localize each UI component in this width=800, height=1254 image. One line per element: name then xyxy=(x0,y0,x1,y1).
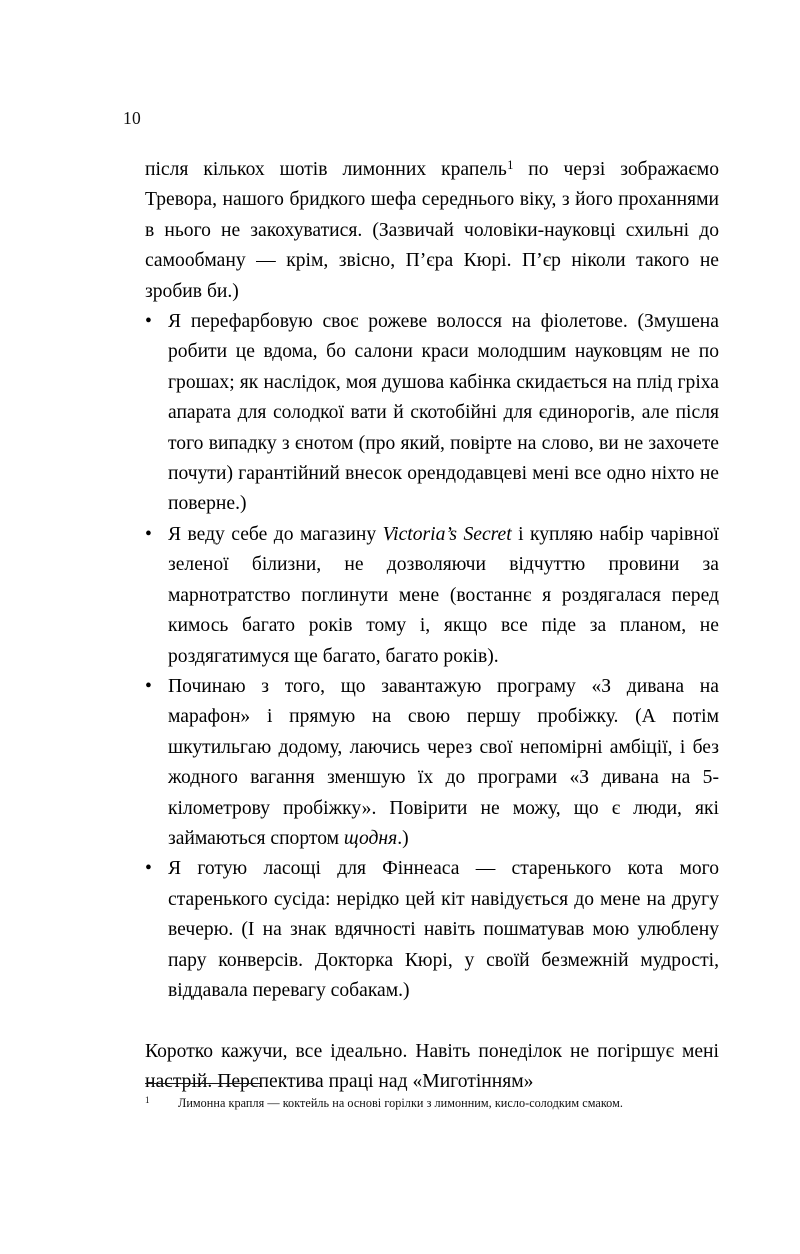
continued-paragraph-text-before-footnote: після кількох шотів лимонних крапель xyxy=(145,159,507,180)
body-text-column xyxy=(145,155,719,1098)
list-item-text: Починаю з того, що завантажую програму «З дивана на марафон» і прямую на свою першу пробіжку. (А потім шкутильгаю додому, лаючись через свої непомірні амбіції, і без жодного вагання зменшую їх до програми «З дивана на 5-кілометрову пробіжку». Повірити не можу, що є люди, які займаються спортом xyxy=(168,675,719,849)
list-item-text-tail: .) xyxy=(397,827,409,849)
closing-paragraph: Коротко кажучи, все ідеально. Навіть понеділок не погіршує мені настрій. Перспектива праці над «Миготінням» xyxy=(145,1040,719,1093)
footnote-item xyxy=(145,1095,719,1112)
list-item-text: Я перефарбовую своє рожеве волосся на фіолетове. (Змушена робити це вдома, бо салони краси молодшим науковцям не по грошах; як наслідок, моя душова кабінка скидається на плід гріха апарата для солодкої вати й скотобійні для єдинорогів, але після того випадку з єнотом (про який, повірте на слово, ви не захочете почути) гарантійний внесок орендодавцеві мені все одно ніхто не поверне.) xyxy=(168,311,719,515)
bullet-icon: • xyxy=(145,523,152,545)
footnote-number: 1 xyxy=(145,1094,150,1105)
footnote-separator-rule xyxy=(145,1083,260,1084)
footnote-text: Лимонна крапля — коктейль на основі горілки з лимонним, кисло-солодким смаком. xyxy=(178,1096,623,1110)
bullet-icon: • xyxy=(145,311,152,333)
list-item xyxy=(145,307,719,520)
list-item-text: Я готую ласощі для Фіннеаса — старенького кота мого старенького сусіда: нерідко цей кіт навідується до мене на другу вечерю. (І на знак вдячності навіть пошматував мою улюблену пару конверсів. Докторка Кюрі, у своїй безмежній мудрості, віддавала перевагу собакам.) xyxy=(168,858,719,1001)
list-item xyxy=(145,672,719,854)
continued-paragraph-text-after-footnote: по черзі зображаємо Тревора, нашого бридкого шефа середнього віку, з його проханнями в нього не закохуватися. (Зазвичай чоловіки-науковці схильні до самообману — крім, звісно, П’єра Кюрі. П’єр ніколи такого не зробив би.) xyxy=(145,159,719,302)
footnote-reference-1[interactable]: 1 xyxy=(507,157,514,172)
footnote-area xyxy=(145,1083,719,1112)
bullet-icon: • xyxy=(145,675,152,697)
list-item-text-tail: і купляю набір чарівної зеленої білизни, не дозволяючи відчуттю провини за марнотратство поглинути мене (востаннє я роздягалася перед кимось багато років тому і, якщо все піде за планом, не роздягатимуся ще багато, багато років). xyxy=(168,523,720,667)
bullet-list xyxy=(145,307,719,1006)
list-item-text: Я веду себе до магазину xyxy=(168,523,383,545)
continued-paragraph xyxy=(145,155,719,307)
list-item xyxy=(145,854,719,1006)
bullet-icon: • xyxy=(145,858,152,880)
emphasis-italic: щодня xyxy=(343,827,398,849)
page-number: 10 xyxy=(123,108,141,128)
list-item xyxy=(145,520,720,672)
brand-name-italic: Victoria’s Secret xyxy=(382,523,512,545)
